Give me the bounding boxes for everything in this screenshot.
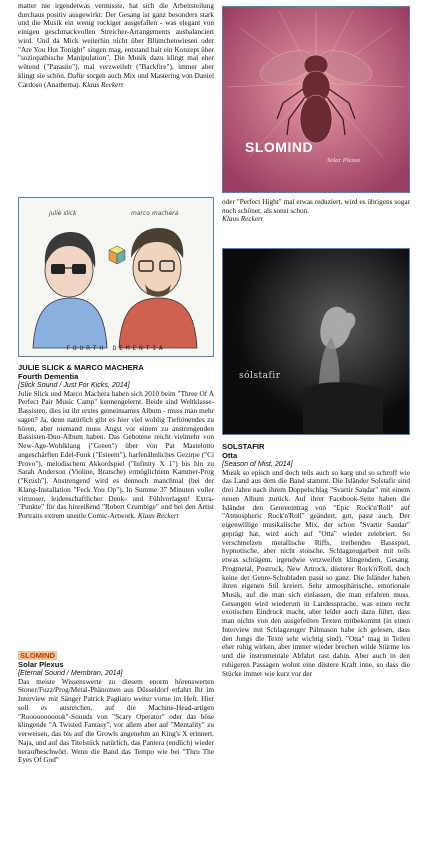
- review-body: [18, 390, 214, 521]
- review-title: Solar Plexus: [18, 660, 64, 670]
- review-artist-highlight: SLOMIND: [20, 651, 56, 660]
- fourth-dementia-review: [18, 363, 214, 521]
- review-body-text: Julie Slick und Marco Machera haben sich 2010 beim "Three Of A Perfect Pair Music Camp" kennengelernt. Beide sind Weltklasse-Bassisten, dies ist ihr erstes gemeinsames Album - muss man mehr sagen? Ja, denn natürlich gibt es hier viel wohlig Tieftönendes zu hören, aber niemand muss Angst vor einem zu anstrengenden Bassisten-Duo-Album haben. Das Gebotene reicht vielmehr von New-Age-Wohlklang ("Green") über von Pat Mastelotto angeschärften Edel-Funk ("Esteem"), harfenähnliches Gezirpe ("Ci Provo"), melodischem Akkordspiel ("Infinity X 1") bis hin zu Sarah Anderson (Violine, Bratsche) ermöglichtem Kammer-Prog ("Krush"). Anstrengend wird es dennoch manchmal (bei der Klang-Installation "Feck You Op"). In Summe 37 Minuten voller virtuoser, leidenschaftlicher Denk- und Fühlvorlagen! Extra-"Punkte" für das hinreißend "Robert Crumbige" und bei den Artist Portraits extrem uneitle Comic-Artwork.: [18, 389, 214, 520]
- review-label: [Slick Sound / Just For Kicks, 2014]: [18, 381, 130, 390]
- slomind-continuation: [222, 198, 410, 224]
- review-signature: Klaus Reckert: [137, 512, 179, 520]
- cover-logo: sólstafir: [239, 371, 281, 381]
- cover-logo: SLOMIND: [245, 139, 314, 155]
- cover-scribble-left: julie slick: [49, 210, 77, 217]
- review-artist: JULIE SLICK & MARCO MACHERA: [18, 363, 144, 372]
- top-left-body: matter nie irgendetwas vermisste, hat sich die Arbeitsteilung durchaus positiv ausgewirkt: Der Gesang ist ganz besonders stark und die Musik ein wenig rockiger ausgefallen - was elegant von einigen geschmackvollen Streicher-Arrangements ausbalanciert wird. Und da Mick weiterhin nicht über Blümchenwiesen oder "Are You Hot Tonight" singen mag, entstand halt ein Konzept über "soziopathische Manipulation". Die Musik dazu klingt mal eher wütend ("Parasite"), mal verzweifelt ("Backfire"), immer aber klingt sie schön. Dafür sorgen auch Mix und Mastering von Daniel Cardoso (Anathema).: [18, 2, 214, 89]
- continuation-signature: [222, 215, 410, 224]
- left-column: [18, 0, 214, 89]
- review-label: [Season of Mist, 2014]: [222, 460, 293, 469]
- review-title: Otta: [222, 451, 238, 461]
- slomind-cover: [222, 6, 410, 193]
- continuation-text: oder "Perfect Hight" mal etwas reduziert, wird es übrigens sogar noch schöner, als sonst schon.: [222, 198, 410, 215]
- review-body: Das meiste Wissenswerte zu diesem enorm hörenswerten Stoner/Fuzz/Prog/Metal-Phänomen aus Düsseldorf erfahrt Ihr im Interview mit Sänger Patrick Pagliaro weiter vorne im Heft. Hier soll es ausreichen, auf die Machine-Head-artigen "Rooooooooook"-Sounds von "Scary Operator" oder das böse klingende "A Twisted Fantasy", vor allem aber auf "Mentality" zu verweisen, das bis auf die Growls angenehm an King's X erinnert. Naja, und auf das Titelstück natürlich, das Pantera (endlich) wieder heraufbeschwört. Wenn die Band das Tempo wie bei "Thru The Eyes Of God": [18, 677, 214, 765]
- cover-caption: FOURTH DEMENTIA: [66, 345, 166, 352]
- signature: Klaus Reckert: [222, 215, 263, 224]
- top-left-review-text: [18, 2, 214, 89]
- review-label: [Eternal Sound / Membran, 2014]: [18, 669, 123, 678]
- review-artist: [18, 651, 214, 660]
- fourth-dementia-cover: [18, 197, 214, 357]
- review-title: Fourth Dementia: [18, 372, 79, 382]
- review-body: Musik so episch und doch teils auch so karg und so schroff wie das Land aus dem die Band stammt. Die Isländer Solstafir sind drei Jahre nach ihrem Doppelschlag "Svartir Sandar" mit einem neuen Album zurück. Auf ihrer Facebook-Seite haben die Isländer den Genreeintrag von "Epic Rock'n'Roll" auf "Atmospheric Rock'n'Roll" geändert, gut, passt auch. Der eigenwillige musikalische Mix, der schon "Svartir Sandar" geprägt hat, wird auch auf "Otta" wieder zelebriert. So verschmelzen metallische Riffs, treibendes Bassspiel, hypnotische, aber nicht stoische, Schlagzeugarbeit mit teils etwas schrägem, irgendwie verzweifelt klingendem, Gesang. Progmetal, Postrock, New Artrock, düsterer Rock'n'Roll, doch keine der Genre-Schubladen passt so ganz. Die Isländer haben ihren eigenen Stil kreiert. Sehr atmosphärische, emotionale Musik, auf die man sich einlassen, die man erfahren muss. Gesungen wird wiederum in Landessprache, was einen recht exotischen Eindruck macht, aber leider auch dazu führt, dass man nichts von den ausgefeilten Texten mitbekommt (in einen Interview mit Schlagzeuger Pálmason habe ich gelesen, dass den Jungs die Texte sehr wichtig sind). "Otta" mag in Teilen eher ruhig wirken, aber immer wieder brechen wilde Stürme los und die instrumentale Abfahrt rast dahin. Aber auch in den ruhigeren Passagen wohnt eine düstere Kraft inne, so dass die Stücke immer wie kurz vor der: [222, 468, 410, 678]
- cover-scribble-right: marco machera: [131, 210, 179, 217]
- solstafir-cover: [222, 248, 410, 435]
- solstafir-artwork: [223, 249, 409, 434]
- slomind-review: [18, 651, 214, 765]
- top-left-signature: Klaus Reckert: [82, 80, 124, 89]
- fourth-dementia-artwork: [19, 198, 213, 356]
- slomind-artwork: [223, 7, 409, 192]
- cover-subtitle: Solar Plexus: [327, 157, 361, 164]
- solstafir-review: [222, 442, 410, 678]
- review-artist: SOLSTAFIR: [222, 442, 265, 451]
